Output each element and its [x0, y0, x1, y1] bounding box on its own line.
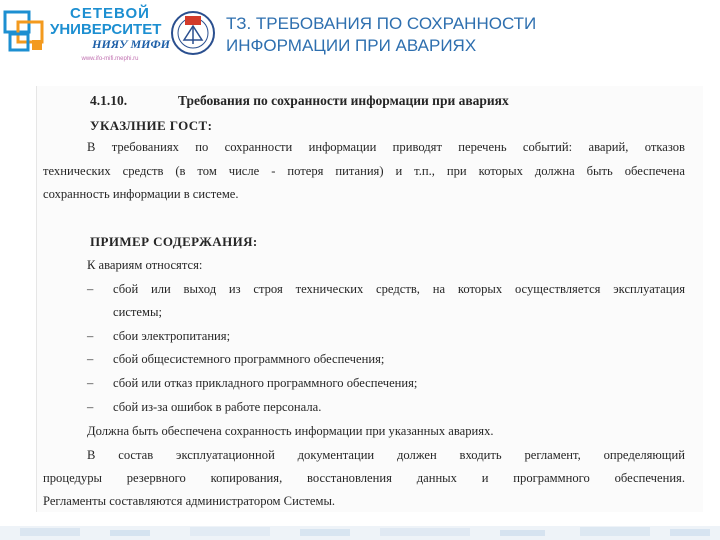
logo-line-1: СЕТЕВОЙ [70, 5, 150, 22]
list-item: сбой общесистемного программного обеспечения; [113, 352, 385, 366]
list-item: сбой из-за ошибок в работе персонала. [113, 400, 322, 414]
slide-header [0, 0, 720, 82]
list-item: сбой или выход из строя технических средств, на которых осуществляется эксплуатация [113, 282, 685, 296]
list-dash: – [87, 282, 94, 296]
slide-title-line-2: ИНФОРМАЦИИ ПРИ АВАРИЯХ [226, 36, 477, 55]
network-university-logo-icon [2, 8, 46, 56]
list-dash: – [87, 352, 94, 366]
closing-line: процедуры резервного копирования, восстановления данных и программного обеспечения. [43, 471, 685, 485]
slide-title-line-1: ТЗ. ТРЕБОВАНИЯ ПО СОХРАННОСТИ [226, 14, 537, 33]
mephi-emblem-icon [170, 10, 216, 56]
gost-text-line: технических средств (в том числе - потеря питания) и т.п., при которых должна быть обеспечена [43, 164, 685, 178]
closing-line: Регламенты составляются администратором Системы. [43, 494, 336, 508]
gost-text-line: сохранность информации в системе. [43, 187, 239, 201]
section-number: 4.1.10. [90, 93, 128, 108]
list-dash: – [87, 376, 94, 390]
list-dash: – [87, 400, 94, 414]
section-title: Требования по сохранности информации при авариях [178, 93, 509, 108]
logo-line-3: НИЯУ МИФИ [92, 37, 170, 51]
list-item: сбои электропитания; [113, 329, 231, 343]
example-heading: ПРИМЕР СОДЕРЖАНИЯ: [90, 234, 258, 249]
list-intro: К авариям относятся: [87, 258, 203, 272]
gost-text-line: В требованиях по сохранности информации приводят перечень событий: аварий, отказов [87, 140, 685, 154]
list-dash: – [87, 329, 94, 343]
university-logo-text [50, 6, 170, 63]
logo-line-2: УНИВЕРСИТЕТ [50, 21, 162, 38]
gost-heading: УКАЗЛНИЕ ГОСТ: [90, 118, 213, 133]
closing-line: Должна быть обеспечена сохранность информации при указанных авариях. [87, 424, 494, 438]
closing-line: В состав эксплуатационной документации должен входить регламент, определяющий [87, 448, 685, 462]
logo-url: www.ifo-mifi.mephi.ru [81, 56, 139, 62]
document-excerpt [36, 86, 703, 512]
bottom-decoration [0, 516, 720, 540]
slide-title [226, 13, 706, 57]
list-item: сбой или отказ прикладного программного обеспечения; [113, 376, 418, 390]
list-item-continuation: системы; [113, 305, 162, 319]
